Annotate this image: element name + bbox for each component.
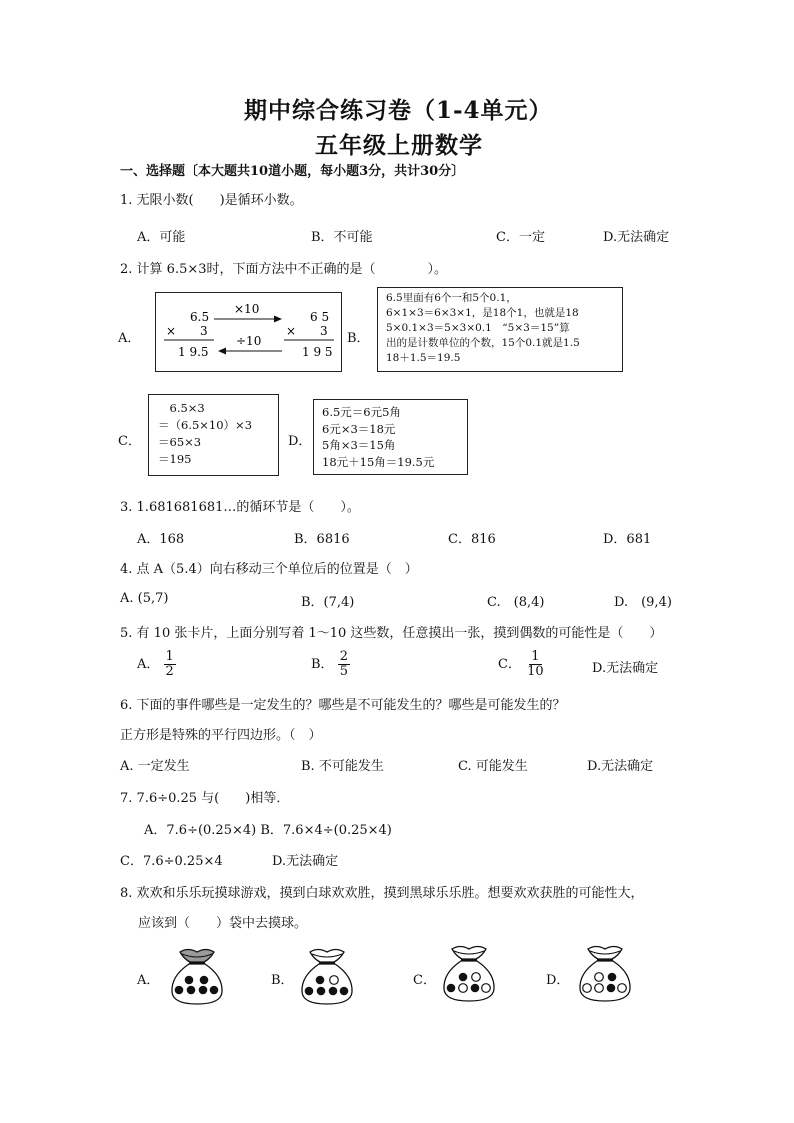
q6-option-c[interactable]: C. 可能发生 [458, 759, 528, 774]
q5-b-label: B． [311, 657, 334, 672]
bag-d-icon [574, 943, 636, 1005]
question-8-line2: 应该到（ ）袋中去摸球。 [138, 916, 308, 931]
q1-option-b[interactable]: B．不可能 [311, 230, 373, 245]
question-8: 8. 欢欢和乐乐玩摸球游戏，摸到白球欢欢胜，摸到黑球乐乐胜。想要欢欢获胜的可能性大， [120, 886, 644, 901]
arrow-left-icon [218, 348, 226, 355]
section-heading: 一、选择题〔本大题共10道小题，每小题3分，共计30分〕 [120, 164, 465, 179]
calc-right-line2: 3 [320, 324, 328, 338]
bag-b-icon [296, 946, 358, 1008]
q3-option-b[interactable]: B．6816 [294, 532, 350, 547]
fraction: $\frac{1}{10}$ [527, 649, 544, 679]
q1-option-c[interactable]: C．一定 [496, 230, 545, 245]
q7-option-c[interactable]: C．7.6÷0.25×4 [120, 854, 223, 869]
q5-option-b[interactable] [311, 650, 350, 679]
q2-method-d-box [313, 399, 468, 475]
q3-option-d[interactable]: D．681 [603, 532, 652, 547]
bag-a-icon [166, 946, 228, 1008]
q2-option-a-label[interactable]: A． [118, 331, 141, 346]
q4-option-b[interactable]: B．(7,4) [301, 595, 355, 610]
q1-option-a[interactable]: A．可能 [137, 230, 186, 245]
q7-options-ab[interactable]: A．7.6÷(0.25×4) B．7.6×4÷(0.25×4) [144, 823, 392, 838]
q5-c-label: C． [498, 657, 521, 672]
q6-option-a[interactable]: A. 一定发生 [120, 759, 190, 774]
q5-option-c[interactable] [498, 650, 546, 679]
q8-option-b[interactable]: B． [271, 973, 294, 988]
q2-option-d-label[interactable]: D． [288, 434, 312, 449]
calc-left-line2: 3 [200, 324, 208, 338]
q8-option-a[interactable]: A． [137, 973, 160, 988]
q2-method-a-box [155, 292, 342, 372]
q5-a-label: A． [137, 657, 160, 672]
calc-right-result: 1 9 5 [302, 345, 333, 359]
calc-left-line1: 6.5 [190, 310, 210, 324]
fraction: $\frac{2}{5}$ [339, 649, 348, 679]
q1-option-d[interactable]: D.无法确定 [603, 230, 670, 245]
question-6-statement: 正方形是特殊的平行四边形。（ ） [120, 728, 322, 743]
q6-option-d[interactable]: D.无法确定 [587, 759, 654, 774]
fraction: $\frac{1}{2}$ [165, 649, 174, 679]
calc-right-times: × [286, 324, 297, 338]
q2-method-c-box [148, 394, 279, 476]
q4-option-c[interactable]: C. (8,4) [487, 595, 545, 610]
q5-option-d[interactable]: D.无法确定 [592, 661, 659, 676]
method-d-text: 6.5元＝6元5角 6元×3＝18元 5角×3＝15角 18元＋15角＝19.5元 [322, 405, 435, 469]
question-6: 6. 下面的事件哪些是一定发生的？哪些是不可能发生的？哪些是可能发生的？ [120, 698, 566, 713]
page-title: 期中综合练习卷（1-4单元） [244, 97, 553, 124]
q2-option-c-label[interactable]: C． [118, 434, 141, 449]
q4-option-d[interactable]: D. (9,4) [614, 595, 672, 610]
calc-right-line1: 6 5 [310, 310, 330, 324]
arrow-right-icon [274, 316, 282, 323]
q8-option-d[interactable]: D． [546, 973, 570, 988]
q2-method-b-box [377, 287, 623, 372]
q2-method-a-diagram [156, 293, 340, 370]
method-b-text: 6.5里面有6个一和5个0.1， 6×1×3＝6×3×1，是18个1，也就是18 5×0.1×3＝5×3×0.1 “5×3＝15”算 出的是计数单位的个数，15个0.1就是1.5 18＋1.5＝19.5 [386, 292, 580, 364]
question-4: 4. 点 A（5.4）向右移动三个单位后的位置是（ ） [120, 562, 418, 577]
arrow-bottom-label: ÷10 [236, 334, 262, 348]
question-5: 5. 有 10 张卡片，上面分别写着 1～10 这些数，任意摸出一张，摸到偶数的可能性是（ ） [120, 626, 663, 641]
page-subtitle: 五年级上册数学 [315, 132, 483, 159]
q6-option-b[interactable]: B. 不可能发生 [301, 759, 384, 774]
q8-option-c[interactable]: C． [413, 973, 436, 988]
question-1: 1. 无限小数( )是循环小数。 [120, 193, 303, 208]
arrow-top-label: ×10 [234, 302, 260, 316]
q3-option-a[interactable]: A．168 [137, 532, 185, 547]
q5-option-a[interactable] [137, 650, 176, 679]
q2-option-b-label[interactable]: B． [347, 331, 370, 346]
question-2: 2. 计算 6.5×3时，下面方法中不正确的是（ ）。 [120, 262, 448, 277]
bag-c-icon [438, 943, 500, 1005]
q7-option-d[interactable]: D.无法确定 [272, 854, 339, 869]
q4-option-a[interactable]: A. (5,7) [120, 591, 169, 606]
calc-left-result: 1 9.5 [178, 345, 209, 359]
q3-option-c[interactable]: C．816 [448, 532, 496, 547]
question-3: 3. 1.681681681…的循环节是（ ）。 [120, 500, 360, 515]
method-c-text: 6.5×3 ＝（6.5×10）×3 ＝65×3 ＝195 [158, 401, 253, 466]
question-7: 7. 7.6÷0.25 与( )相等． [120, 791, 290, 806]
calc-left-times: × [166, 324, 177, 338]
